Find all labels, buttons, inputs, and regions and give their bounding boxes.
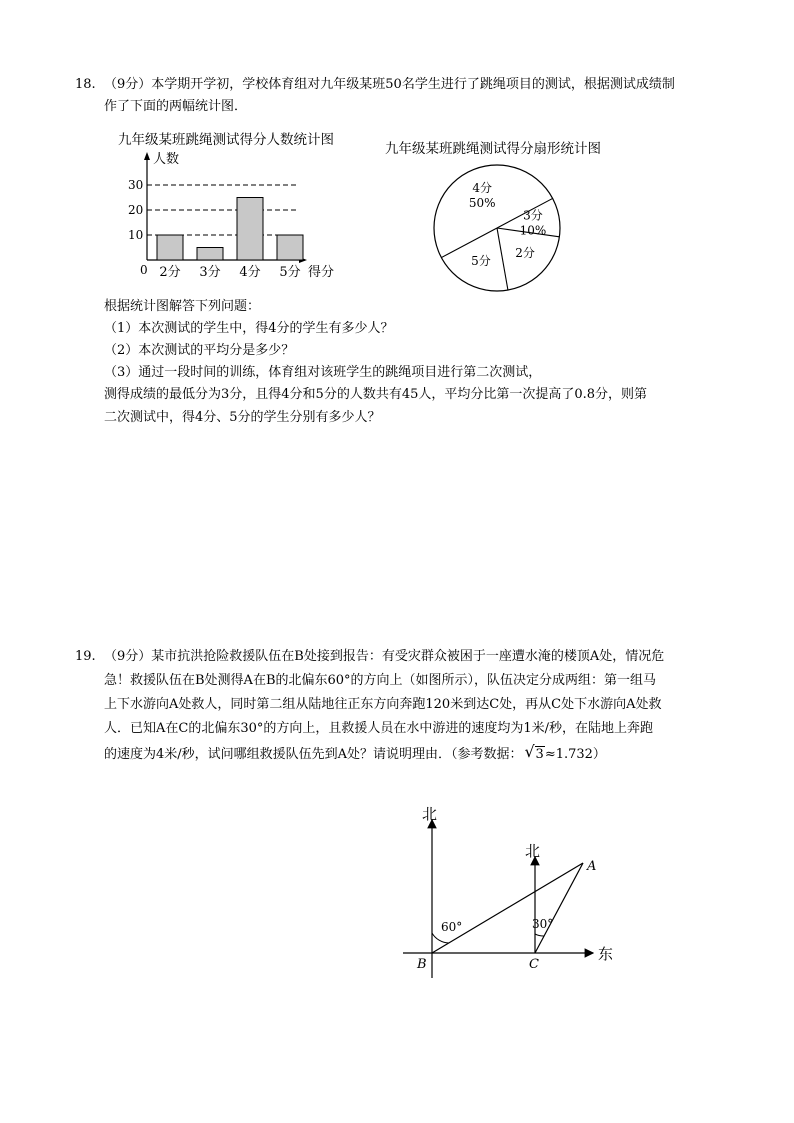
x-tick-label: 3分 [199, 265, 221, 280]
bar [157, 235, 183, 260]
sqrt-radicand: 3 [535, 747, 544, 762]
north-label-2: 北 [525, 842, 541, 860]
bar-chart-title: 九年级某班跳绳测试得分人数统计图 [118, 132, 334, 148]
y-tick-label: 30 [128, 178, 144, 192]
pie-slice-label: 4分 [472, 181, 493, 196]
angle-c-label: 30° [532, 917, 554, 931]
question-text: 作了下面的两幅统计图． [104, 99, 248, 114]
y-tick-label: 10 [128, 228, 144, 242]
sqrt-sign-icon: √ [524, 742, 535, 761]
x-tick-label: 2分 [159, 265, 181, 280]
pie-slice-label: 2分 [515, 246, 535, 261]
segment-ca [535, 863, 583, 953]
y-tick-label: 20 [128, 203, 144, 217]
bar [197, 248, 223, 261]
question-number: 18. [75, 77, 96, 92]
bar-chart [105, 148, 345, 283]
pie-slice-label: 5分 [471, 253, 491, 268]
pie-slice-label: 3分 [523, 208, 543, 223]
question-text: 人．已知A在C的北偏东30°的方向上，且救援人员在水中游进的速度均为1米/秒，在陆地上奔跑 [104, 721, 654, 736]
pie-chart [427, 158, 567, 298]
approx-value: ≈1.732） [544, 747, 606, 762]
sub-question-3-cont: 测得成绩的最低分为3分，且得4分和5分的人数共有45人，平均分比第一次提高了0.8分，则第 [104, 387, 648, 402]
x-axis-label: 得分 [308, 265, 335, 280]
sub-question-1: （1）本次测试的学生中，得4分的学生有多少人？ [104, 321, 394, 336]
angle-arc-b [432, 933, 449, 943]
point-a-label: A [587, 859, 597, 874]
sub-question-3-cont: 二次测试中，得4分、5分的学生分别有多少人？ [104, 410, 381, 425]
bar [277, 235, 303, 260]
x-tick-label: 4分 [239, 265, 261, 280]
sub-question-3: （3）通过一段时间的训练，体育组对该班学生的跳绳项目进行第二次测试， [104, 365, 542, 380]
question-number: 19. [75, 649, 96, 664]
segment-ba [432, 863, 583, 953]
east-label: 东 [598, 945, 614, 963]
pie-chart-title: 九年级某班跳绳测试得分扇形统计图 [385, 141, 601, 157]
angle-b-label: 60° [441, 920, 463, 934]
point-b-label: B [417, 957, 427, 972]
question-text: 的速度为4米/秒，试问哪组救援队伍先到A处？请说明理由．（参考数据： [104, 747, 523, 762]
angle-arc-c [535, 934, 544, 936]
point-c-label: C [529, 957, 539, 972]
x-tick-label: 5分 [279, 265, 301, 280]
sqrt-expression [524, 742, 545, 764]
bar [237, 198, 263, 261]
y-axis-arrow-icon [144, 152, 150, 160]
question-text: （9分）某市抗洪抢险救援队伍在B处接到报告：有受灾群众被困于一座遭水淹的楼顶A处，情况危 [104, 649, 665, 664]
instructions-intro: 根据统计图解答下列问题： [104, 299, 261, 314]
north-label-1: 北 [422, 805, 438, 823]
sub-question-2: （2）本次测试的平均分是多少？ [104, 343, 295, 358]
origin-label: 0 [140, 263, 148, 277]
question-text: 急！救援队伍在B处测得A在B的北偏东60°的方向上（如图所示），队伍决定分成两组：第一组马 [104, 673, 657, 688]
question-text: （9分）本学期开学初，学校体育组对九年级某班50名学生进行了跳绳项目的测试，根据测试成绩制 [104, 77, 675, 92]
question-text-last [104, 742, 606, 764]
y-axis-label: 人数 [153, 152, 180, 167]
geometry-diagram [395, 800, 635, 990]
pie-slice-value-label: 10% [519, 223, 547, 238]
pie-slice-value-label: 50% [468, 196, 496, 211]
question-text: 上下水游向A处救人，同时第二组从陆地往正东方向奔跑120米到达C处，再从C处下水游向A处救 [104, 697, 662, 712]
